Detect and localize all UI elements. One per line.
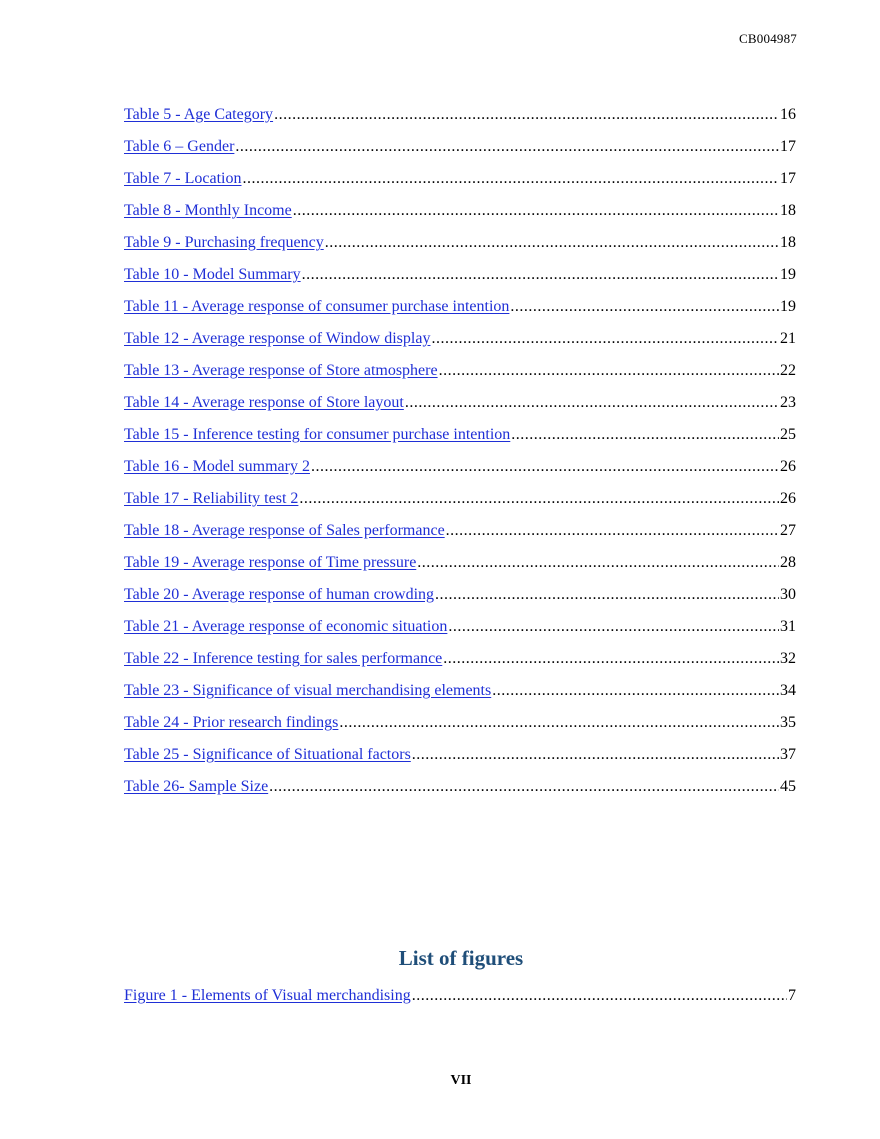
toc-entry <box>124 648 796 680</box>
dot-leader <box>243 168 780 190</box>
dot-leader <box>446 520 779 542</box>
toc-link[interactable]: Table 7 - Location <box>124 170 242 187</box>
toc-page-number: 37 <box>780 746 796 763</box>
toc-page-number: 17 <box>780 170 796 187</box>
toc-page-number: 26 <box>780 458 796 475</box>
document-id: CB004987 <box>739 31 797 46</box>
toc-link[interactable]: Table 10 - Model Summary <box>124 266 301 283</box>
dot-leader <box>311 456 779 478</box>
toc-link[interactable]: Figure 1 - Elements of Visual merchandising <box>124 987 411 1004</box>
dot-leader <box>405 392 779 414</box>
dot-leader <box>439 360 779 382</box>
toc-link[interactable]: Table 18 - Average response of Sales performance <box>124 522 445 539</box>
toc-link[interactable]: Table 21 - Average response of economic situation <box>124 618 448 635</box>
toc-link[interactable]: Table 6 – Gender <box>124 138 235 155</box>
toc-page-number: 35 <box>780 714 796 731</box>
toc-entry <box>124 712 796 744</box>
toc-link[interactable]: Table 24 - Prior research findings <box>124 714 339 731</box>
toc-entry <box>124 488 796 520</box>
toc-link[interactable]: Table 17 - Reliability test 2 <box>124 490 299 507</box>
toc-entry <box>124 680 796 712</box>
dot-leader <box>235 136 779 158</box>
toc-page-number: 45 <box>780 778 796 795</box>
toc-entry <box>124 616 796 648</box>
toc-link[interactable]: Table 13 - Average response of Store atmosphere <box>124 362 438 379</box>
dot-leader <box>417 552 779 574</box>
toc-entry <box>124 360 796 392</box>
toc-entry <box>124 456 796 488</box>
dot-leader <box>511 424 779 446</box>
dot-leader <box>431 328 779 350</box>
toc-link[interactable]: Table 15 - Inference testing for consumer purchase intention <box>124 426 511 443</box>
toc-entry <box>124 168 796 200</box>
toc-page-number: 16 <box>780 106 796 123</box>
toc-page-number: 19 <box>780 266 796 283</box>
toc-entry <box>124 200 796 232</box>
toc-entry <box>124 232 796 264</box>
toc-page-number: 27 <box>780 522 796 539</box>
toc-page-number: 32 <box>780 650 796 667</box>
dot-leader <box>339 712 779 734</box>
toc-entry <box>124 520 796 552</box>
toc-page-number: 17 <box>780 138 796 155</box>
toc-link[interactable]: Table 26- Sample Size <box>124 778 269 795</box>
dot-leader <box>412 985 787 1007</box>
toc-entry <box>124 136 796 168</box>
dot-leader <box>510 296 779 318</box>
toc-link[interactable]: Table 16 - Model summary 2 <box>124 458 310 475</box>
toc-entry <box>124 985 796 1017</box>
toc-link[interactable]: Table 11 - Average response of consumer purchase intention <box>124 298 510 315</box>
toc-entry <box>124 744 796 776</box>
toc-page-number: 22 <box>780 362 796 379</box>
toc-entry <box>124 584 796 616</box>
toc-page-number: 30 <box>780 586 796 603</box>
dot-leader <box>299 488 779 510</box>
page-number: VII <box>450 1073 472 1088</box>
toc-page-number: 21 <box>780 330 796 347</box>
toc-page-number: 34 <box>780 682 796 699</box>
toc-page-number: 26 <box>780 490 796 507</box>
toc-entry <box>124 328 796 360</box>
toc-page-number: 31 <box>780 618 796 635</box>
toc-entry <box>124 296 796 328</box>
toc-page-number: 23 <box>780 394 796 411</box>
toc-link[interactable]: Table 5 - Age Category <box>124 106 274 123</box>
list-of-figures <box>124 985 796 1017</box>
toc-link[interactable]: Table 23 - Significance of visual merchandising elements <box>124 682 492 699</box>
toc-link[interactable]: Table 14 - Average response of Store layout <box>124 394 404 411</box>
toc-page-number: 7 <box>788 987 796 1004</box>
toc-link[interactable]: Table 20 - Average response of human crowding <box>124 586 435 603</box>
dot-leader <box>492 680 779 702</box>
dot-leader <box>448 616 779 638</box>
toc-link[interactable]: Table 9 - Purchasing frequency <box>124 234 324 251</box>
toc-page-number: 25 <box>780 426 796 443</box>
toc-page-number: 18 <box>780 202 796 219</box>
toc-page-number: 19 <box>780 298 796 315</box>
list-of-figures-heading: List of figures <box>398 946 524 970</box>
toc-link[interactable]: Table 8 - Monthly Income <box>124 202 292 219</box>
toc-link[interactable]: Table 25 - Significance of Situational factors <box>124 746 411 763</box>
toc-page-number: 18 <box>780 234 796 251</box>
toc-entry <box>124 264 796 296</box>
toc-entry <box>124 776 796 808</box>
toc-entry <box>124 392 796 424</box>
toc-entry <box>124 552 796 584</box>
dot-leader <box>412 744 779 766</box>
dot-leader <box>325 232 779 254</box>
toc-link[interactable]: Table 19 - Average response of Time pressure <box>124 554 417 571</box>
toc-entry <box>124 424 796 456</box>
toc-page-number: 28 <box>780 554 796 571</box>
dot-leader <box>293 200 779 222</box>
dot-leader <box>302 264 779 286</box>
dot-leader <box>274 104 779 126</box>
toc-link[interactable]: Table 12 - Average response of Window display <box>124 330 431 347</box>
toc-link[interactable]: Table 22 - Inference testing for sales performance <box>124 650 443 667</box>
dot-leader <box>269 776 779 798</box>
toc-entry <box>124 104 796 136</box>
dot-leader <box>443 648 779 670</box>
dot-leader <box>435 584 779 606</box>
list-of-tables <box>124 104 796 808</box>
